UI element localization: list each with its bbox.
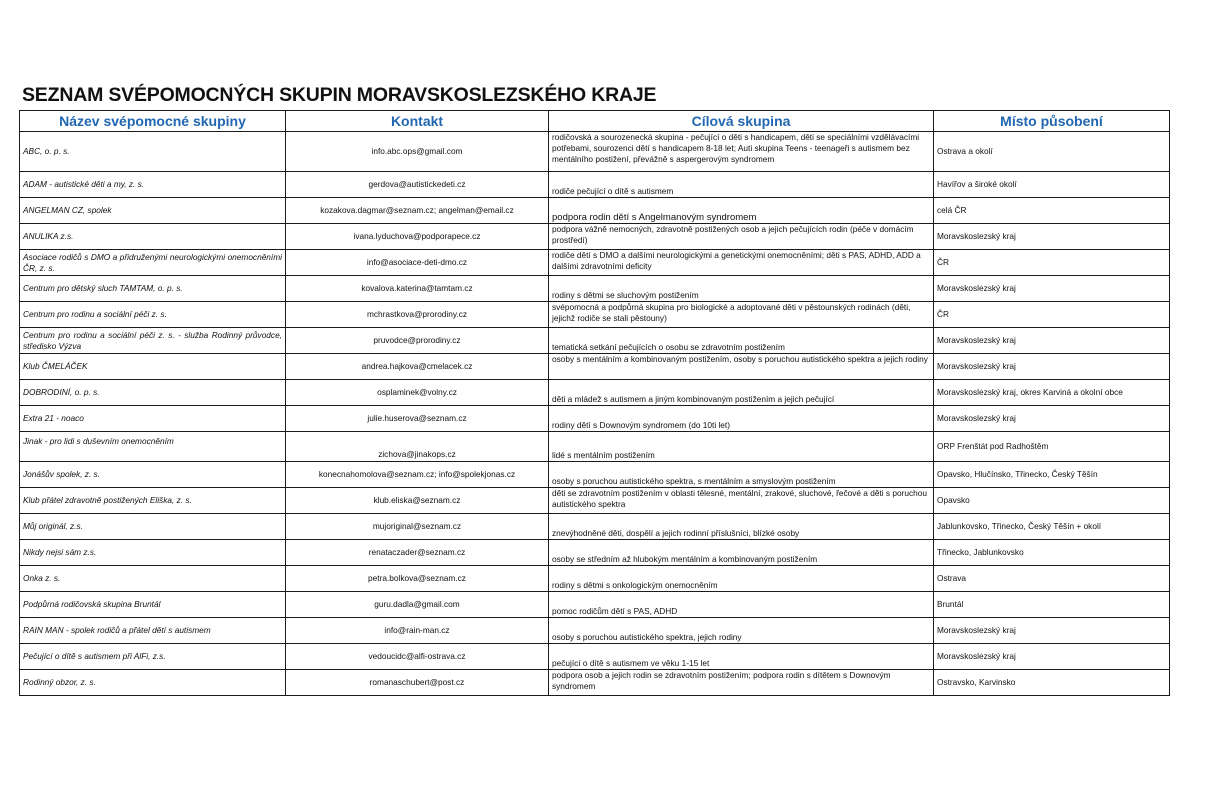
group-contact: osplaminek@volny.cz xyxy=(286,380,549,406)
group-contact: julie.huserova@seznam.cz xyxy=(286,406,549,432)
group-name: Klub přátel zdravotně postižených Eliška, z. s. xyxy=(20,488,286,514)
group-place: Moravskoslezský kraj xyxy=(934,224,1170,250)
group-place: ORP Frenštát pod Radhoštěm xyxy=(934,432,1170,462)
table-row xyxy=(20,380,1170,406)
group-place: Havířov a široké okolí xyxy=(934,172,1170,198)
group-name: Centrum pro rodinu a sociální péči z. s. - služba Rodinný průvodce, středisko Výzva xyxy=(20,328,286,354)
group-name: Pečující o dítě s autismem při AlFi, z.s. xyxy=(20,644,286,670)
column-header-location: Místo působení xyxy=(934,111,1170,132)
group-target: osoby s poruchou autistického spektra, jejich rodiny xyxy=(549,618,934,644)
group-contact: romanaschubert@post.cz xyxy=(286,670,549,696)
group-contact: info@rain-man.cz xyxy=(286,618,549,644)
group-contact: konecnahomolova@seznam.cz; info@spolekjonas.cz xyxy=(286,462,549,488)
group-name: Podpůrná rodičovská skupina Bruntál xyxy=(20,592,286,618)
group-place: Moravskoslezský kraj xyxy=(934,276,1170,302)
group-place: Moravskoslezský kraj xyxy=(934,354,1170,380)
group-place: Třinecko, Jablunkovsko xyxy=(934,540,1170,566)
table-row xyxy=(20,198,1170,224)
group-contact: petra.bolkova@seznam.cz xyxy=(286,566,549,592)
table-row xyxy=(20,540,1170,566)
group-contact: info.abc.ops@gmail.com xyxy=(286,132,549,172)
group-name: Jonášův spolek, z. s. xyxy=(20,462,286,488)
group-target: osoby se středním až hlubokým mentálním a kombinovaným postižením xyxy=(549,540,934,566)
group-contact: info@asociace-deti-dmo.cz xyxy=(286,250,549,276)
group-name: Centrum pro dětský sluch TAMTAM, o. p. s. xyxy=(20,276,286,302)
table-row xyxy=(20,618,1170,644)
self-help-groups-table xyxy=(19,110,1170,696)
table-row xyxy=(20,488,1170,514)
group-contact: mujoriginal@seznam.cz xyxy=(286,514,549,540)
group-contact: vedoucidc@alfi-ostrava.cz xyxy=(286,644,549,670)
group-name: ABC, o. p. s. xyxy=(20,132,286,172)
table-row xyxy=(20,354,1170,380)
group-name: Můj originál, z.s. xyxy=(20,514,286,540)
group-name: Jinak - pro lidi s duševním onemocněním xyxy=(20,432,286,462)
group-target: děti se zdravotním postižením v oblasti tělesné, mentální, zrakové, sluchové, řečové a děti s poruchou autistického spektra xyxy=(549,488,934,514)
group-name: Nikdy nejsi sám z.s. xyxy=(20,540,286,566)
group-name: RAIN MAN - spolek rodičů a přátel dětí s autismem xyxy=(20,618,286,644)
group-place: Ostrava xyxy=(934,566,1170,592)
table-row xyxy=(20,224,1170,250)
group-contact: andrea.hajkova@cmelacek.cz xyxy=(286,354,549,380)
table-row xyxy=(20,406,1170,432)
table-row xyxy=(20,132,1170,172)
column-header-contact: Kontakt xyxy=(286,111,549,132)
group-target: tematická setkání pečujících o osobu se zdravotním postižením xyxy=(549,328,934,354)
group-target: pečující o dítě s autismem ve věku 1-15 let xyxy=(549,644,934,670)
group-target: znevýhodněné děti, dospělí a jejich rodinní příslušníci, blízké osoby xyxy=(549,514,934,540)
group-name: Centrum pro rodinu a sociální péči z. s. xyxy=(20,302,286,328)
group-target: osoby s mentálním a kombinovaným postižením, osoby s poruchou autistického spektra a jejich rodiny xyxy=(549,354,934,380)
group-place: Opavsko, Hlučínsko, Třinecko, Český Těšín xyxy=(934,462,1170,488)
group-contact: gerdova@autistickedeti.cz xyxy=(286,172,549,198)
group-place: Moravskoslezský kraj, okres Karviná a okolní obce xyxy=(934,380,1170,406)
group-contact: kovalova.katerina@tamtam.cz xyxy=(286,276,549,302)
group-place: Ostravsko, Karvinsko xyxy=(934,670,1170,696)
group-target: rodiny s dětmi s onkologickým onemocněním xyxy=(549,566,934,592)
column-header-target-group: Cílová skupina xyxy=(549,111,934,132)
group-place: Moravskoslezský kraj xyxy=(934,618,1170,644)
table-row xyxy=(20,328,1170,354)
group-place: celá ČR xyxy=(934,198,1170,224)
group-contact: zichova@jinakops.cz xyxy=(286,432,549,462)
group-name: ANULIKA z.s. xyxy=(20,224,286,250)
group-target: děti a mládež s autismem a jiným kombinovaným postižením a jejich pečující xyxy=(549,380,934,406)
table-row xyxy=(20,566,1170,592)
table-row xyxy=(20,172,1170,198)
group-place: ČR xyxy=(934,250,1170,276)
table-row xyxy=(20,670,1170,696)
group-place: Moravskoslezský kraj xyxy=(934,644,1170,670)
group-place: Opavsko xyxy=(934,488,1170,514)
table-row xyxy=(20,432,1170,462)
group-place: Jablunkovsko, Třinecko, Český Těšín + okolí xyxy=(934,514,1170,540)
group-contact: mchrastkova@prorodiny.cz xyxy=(286,302,549,328)
group-target: svépomocná a podpůrná skupina pro biologické a adoptované děti v pěstounských rodinách (děti, jejichž rodiče se stali pěstouny) xyxy=(549,302,934,328)
group-target: rodiče pečující o dítě s autismem xyxy=(549,172,934,198)
group-name: Klub ČMELÁČEK xyxy=(20,354,286,380)
group-target: podpora osob a jejich rodin se zdravotním postižením; podpora rodin s dítětem s Downovým syndromem xyxy=(549,670,934,696)
table-row xyxy=(20,644,1170,670)
table-header-row xyxy=(20,111,1170,132)
table-row xyxy=(20,462,1170,488)
group-name: Asociace rodičů s DMO a přidruženými neurologickými onemocněními ČR, z. s. xyxy=(20,250,286,276)
table-row xyxy=(20,276,1170,302)
column-header-name: Název svépomocné skupiny xyxy=(20,111,286,132)
group-name: ADAM - autistické děti a my, z. s. xyxy=(20,172,286,198)
group-name: Onka z. s. xyxy=(20,566,286,592)
table-row xyxy=(20,514,1170,540)
table-row xyxy=(20,592,1170,618)
group-target: rodičovská a sourozenecká skupina - pečující o děti s handicapem, děti se speciálními vzdělávacími potřebami, sourozenci dětí s handicapem 8-18 let; Auti skupina Teens - teenageři s autismem bez mentálního postižení, převážně s aspergerovým syndromem xyxy=(549,132,934,172)
table-row xyxy=(20,302,1170,328)
group-place: ČR xyxy=(934,302,1170,328)
group-contact: ivana.lyduchova@podporapece.cz xyxy=(286,224,549,250)
group-target: podpora rodin dětí s Angelmanovým syndromem xyxy=(549,198,934,224)
group-place: Moravskoslezský kraj xyxy=(934,328,1170,354)
group-target: rodiče dětí s DMO a dalšími neurologickými a genetickými onemocněními; děti s PAS, ADHD, ADD a dalšími zdravotními deficity xyxy=(549,250,934,276)
group-target: osoby s poruchou autistického spektra, s mentálním a smyslovým postižením xyxy=(549,462,934,488)
group-target: pomoc rodičům dětí s PAS, ADHD xyxy=(549,592,934,618)
page-title: SEZNAM SVÉPOMOCNÝCH SKUPIN MORAVSKOSLEZSKÉHO KRAJE xyxy=(22,84,657,106)
group-contact: klub.eliska@seznam.cz xyxy=(286,488,549,514)
group-name: ANGELMAN CZ, spolek xyxy=(20,198,286,224)
group-contact: guru.dadla@gmail.com xyxy=(286,592,549,618)
group-place: Bruntál xyxy=(934,592,1170,618)
group-contact: pruvodce@prorodiny.cz xyxy=(286,328,549,354)
group-contact: renataczader@seznam.cz xyxy=(286,540,549,566)
group-target: podpora vážně nemocných, zdravotně postižených osob a jejich pečujících rodin (péče v domácím prostředí) xyxy=(549,224,934,250)
group-contact: kozakova.dagmar@seznam.cz; angelman@email.cz xyxy=(286,198,549,224)
group-target: rodiny dětí s Downovým syndromem (do 10ti let) xyxy=(549,406,934,432)
group-name: DOBRODINÍ, o. p. s. xyxy=(20,380,286,406)
group-target: rodiny s dětmi se sluchovým postižením xyxy=(549,276,934,302)
group-place: Ostrava a okolí xyxy=(934,132,1170,172)
table-row xyxy=(20,250,1170,276)
group-name: Extra 21 - noaco xyxy=(20,406,286,432)
group-target: lidé s mentálním postižením xyxy=(549,432,934,462)
group-place: Moravskoslezský kraj xyxy=(934,406,1170,432)
group-name: Rodinný obzor, z. s. xyxy=(20,670,286,696)
